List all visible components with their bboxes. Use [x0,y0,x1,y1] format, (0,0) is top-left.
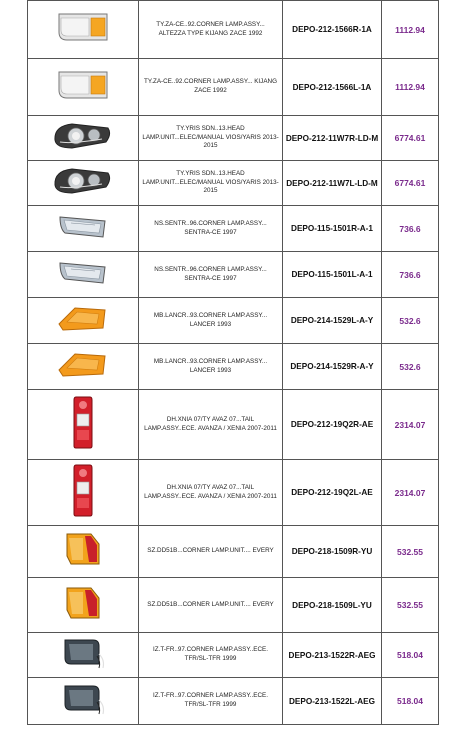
table-row [28,1,439,59]
product-price: 532.6 [382,344,439,390]
product-description: TY.ZA-CE..92.CORNER LAMP.ASSY... KIJANG ZACE 1992 [139,59,283,116]
product-image-cell [28,460,139,526]
clear-amber-corner-lamp-icon [55,68,111,102]
product-image-cell [28,252,139,298]
product-description: MB.LANCR..93.CORNER LAMP.ASSY... LANCER 1993 [139,344,283,390]
product-code: DEPO-115-1501R-A-1 [283,206,382,252]
product-price: 518.04 [382,633,439,678]
product-price: 2314.07 [382,460,439,526]
product-code: DEPO-212-1566L-1A [283,59,382,116]
table-row [28,59,439,116]
product-description: DH.XNIA 07/TY AVAZ 07...TAIL LAMP.ASSY..ECE. AVANZA / XENIA 2007-2011 [139,390,283,460]
product-image-cell [28,578,139,633]
product-description: IZ.T-FR..97.CORNER LAMP.ASSY..ECE. TFR/SL-TFR 1999 [139,678,283,725]
product-image-cell [28,633,139,678]
product-description: DH.XNIA 07/TY AVAZ 07...TAIL LAMP.ASSY..ECE. AVANZA / XENIA 2007-2011 [139,460,283,526]
product-image-cell [28,59,139,116]
product-description: TY.YRIS SDN..13.HEAD LAMP.UNIT...ELEC/MANUAL VIOS/YARIS 2013-2015 [139,161,283,206]
amber-corner-lamp-icon [57,350,109,378]
product-description: TY.ZA-CE..92.CORNER LAMP.ASSY... ALTEZZA TYPE KIJANG ZACE 1992 [139,1,283,59]
product-description: NS.SENTR..96.CORNER LAMP.ASSY... SENTRA-CE 1997 [139,252,283,298]
table-row [28,116,439,161]
clear-amber-corner-lamp-icon [55,10,111,44]
amber-red-corner-lamp-icon [63,530,103,568]
table-row [28,526,439,578]
product-price: 532.6 [382,298,439,344]
product-code: DEPO-212-11W7L-LD-M [283,161,382,206]
product-description: MB.LANCR..93.CORNER LAMP.ASSY... LANCER 1993 [139,298,283,344]
product-image-cell [28,390,139,460]
product-code: DEPO-212-1566R-1A [283,1,382,59]
product-price: 6774.61 [382,161,439,206]
product-description: NS.SENTR..96.CORNER LAMP.ASSY... SENTRA-CE 1997 [139,206,283,252]
table-row [28,252,439,298]
smoked-corner-lamp-icon [59,636,107,670]
clear-corner-lamp-icon [57,211,109,241]
product-price: 6774.61 [382,116,439,161]
tail-lamp-icon [72,462,94,518]
product-code: DEPO-212-11W7R-LD-M [283,116,382,161]
product-price: 1112.94 [382,59,439,116]
product-code: DEPO-218-1509L-YU [283,578,382,633]
product-image-cell [28,526,139,578]
amber-red-corner-lamp-icon [63,584,103,622]
product-image-cell [28,344,139,390]
product-code: DEPO-218-1509R-YU [283,526,382,578]
table-row [28,390,439,460]
product-price: 518.04 [382,678,439,725]
tail-lamp-icon [72,394,94,450]
product-image-cell [28,298,139,344]
product-description: SZ.DD51B...CORNER LAMP.UNIT.... EVERY [139,578,283,633]
product-code: DEPO-115-1501L-A-1 [283,252,382,298]
clear-corner-lamp-icon [57,257,109,287]
product-price: 736.6 [382,206,439,252]
price-table-body [28,1,439,725]
product-price: 2314.07 [382,390,439,460]
product-code: DEPO-212-19Q2L-AE [283,460,382,526]
product-description: TY.YRIS SDN..13.HEAD LAMP.UNIT...ELEC/MANUAL VIOS/YARIS 2013-2015 [139,116,283,161]
product-price: 532.55 [382,578,439,633]
product-price: 736.6 [382,252,439,298]
product-code: DEPO-212-19Q2R-AE [283,390,382,460]
head-lamp-icon [52,120,114,152]
product-image-cell [28,1,139,59]
product-price: 1112.94 [382,1,439,59]
product-image-cell [28,116,139,161]
product-image-cell [28,678,139,725]
head-lamp-icon [52,165,114,197]
table-row [28,578,439,633]
smoked-corner-lamp-icon [59,682,107,716]
amber-corner-lamp-icon [57,304,109,332]
product-image-cell [28,161,139,206]
product-code: DEPO-214-1529L-A-Y [283,298,382,344]
table-row [28,206,439,252]
product-code: DEPO-213-1522R-AEG [283,633,382,678]
product-description: SZ.DD51B...CORNER LAMP.UNIT.... EVERY [139,526,283,578]
table-row [28,678,439,725]
table-row [28,344,439,390]
product-code: DEPO-214-1529R-A-Y [283,344,382,390]
table-row [28,298,439,344]
product-description: IZ.T-FR..97.CORNER LAMP.ASSY..ECE. TFR/SL-TFR 1999 [139,633,283,678]
product-price: 532.55 [382,526,439,578]
price-list [27,0,439,725]
price-table [27,0,439,725]
table-row [28,161,439,206]
product-code: DEPO-213-1522L-AEG [283,678,382,725]
table-row [28,460,439,526]
table-row [28,633,439,678]
product-image-cell [28,206,139,252]
